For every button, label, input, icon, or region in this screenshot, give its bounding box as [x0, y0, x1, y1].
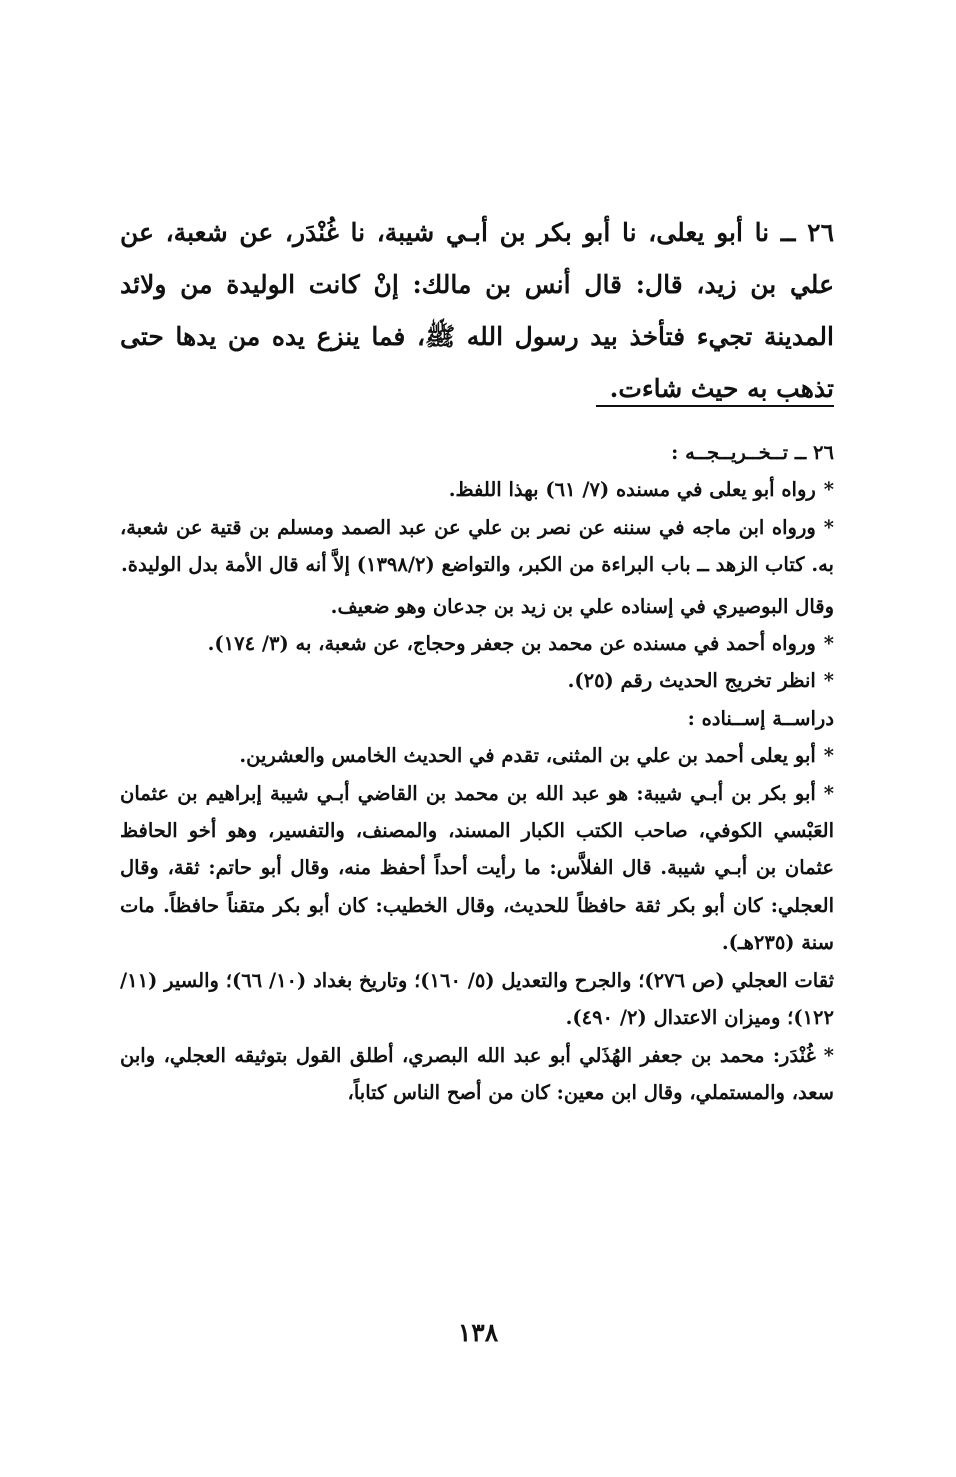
takhrij-text: انظر تخريج الحديث رقم (٢٥).	[567, 669, 816, 693]
takhrij-item	[120, 625, 834, 662]
takhrij-heading: ٢٦ ــ تــخــريــجــه :	[671, 441, 834, 464]
takhrij-text: ورواه ابن ماجه في سننه عن نصر بن علي عن عبد الصمد ومسلم بن قتية عن شعبة، به. كتاب الزهد ــ باب البراءة من الكبر، والتواضع (١٣٩٨/٢) إلاَّ أنه قال الأمة بدل الوليدة.	[120, 515, 834, 577]
narrator-entry	[120, 775, 834, 962]
takhrij-text: ورواه أحمد في مسنده عن محمد بن جعفر وحجاج، عن شعبة، به (٣/ ١٧٤).	[207, 632, 816, 656]
bullet-icon: *	[823, 1043, 834, 1067]
takhrij-item	[120, 662, 834, 699]
bullet-icon: *	[823, 632, 834, 656]
page-number: ١٣٨	[457, 1318, 499, 1347]
busiri-note: وقال البوصيري في إسناده علي بن زيد بن جدعان وهو ضعيف.	[330, 594, 834, 618]
narrator-text: غُنْدَر: محمد بن جعفر الهُذَلي أبو عبد الله البصري، أطلق القول بتوثيقه العجلي، وابن سعد، والمستملي، وقال ابن معين: كان من أصح الناس كتاباً،	[120, 1043, 834, 1104]
narrator-text: أبو يعلى أحمد بن علي بن المثنى، تقدم في الحديث الخامس والعشرين.	[239, 744, 816, 768]
footnote-divider	[596, 405, 834, 407]
bullet-icon: *	[823, 744, 834, 768]
takhrij-item	[120, 471, 834, 508]
isnad-heading: دراســة إســناده :	[687, 706, 834, 730]
takhrij-item	[120, 509, 834, 584]
bullet-icon: *	[823, 478, 834, 502]
narrator-sources: ثقات العجلي (ص ٢٧٦)؛ والجرح والتعديل (٥/ ١٦٠)؛ وتاريخ بغداد (١٠/ ٦٦)؛ والسير (١١/ ١٢٢)؛ وميزان الاعتدال (٢/ ٤٩٠).	[120, 968, 834, 1030]
narrator-entry	[120, 737, 834, 774]
takhrij-text: رواه أبو يعلى في مسنده (٧/ ٦١) بهذا اللفظ.	[448, 478, 816, 502]
bullet-icon: *	[823, 669, 834, 693]
footnotes	[120, 434, 834, 1111]
bullet-icon: *	[823, 515, 834, 539]
narrator-text: أبو بكر بن أبـي شيبة: هو عبد الله بن محمد بن القاضي أبـي شيبة إبراهيم بن عثمان العَبْسي الكوفي، صاحب الكتب الكبار المسند، والمصنف، والتفسير، وهو أخو الحافظ عثمان بن أبـي شيبة. قال الفلاَّس: ما رأيت أحداً أحفظ منه، وقال أبو حاتم: ثقة، وقال العجلي: كان أبو بكر ثقة حافظاً للحديث، وقال الخطيب: كان أبو بكر متقناً حافظاً. مات سنة (٢٣٥هـ).	[120, 781, 834, 955]
bullet-icon: *	[823, 781, 834, 805]
narrator-entry	[120, 1037, 834, 1112]
hadith-text: ٢٦ ــ نا أبو يعلى، نا أبو بكر بن أبـي شيبة، نا غُنْدَر، عن شعبة، عن علي بن زيد، قال: قال أنس بن مالك: إنْ كانت الوليدة من ولائد المدينة تجيء فتأخذ بيد رسول الله ﷺ، فما ينزع يده من يدها حتى تذهب به حيث شاءت.	[120, 218, 834, 403]
